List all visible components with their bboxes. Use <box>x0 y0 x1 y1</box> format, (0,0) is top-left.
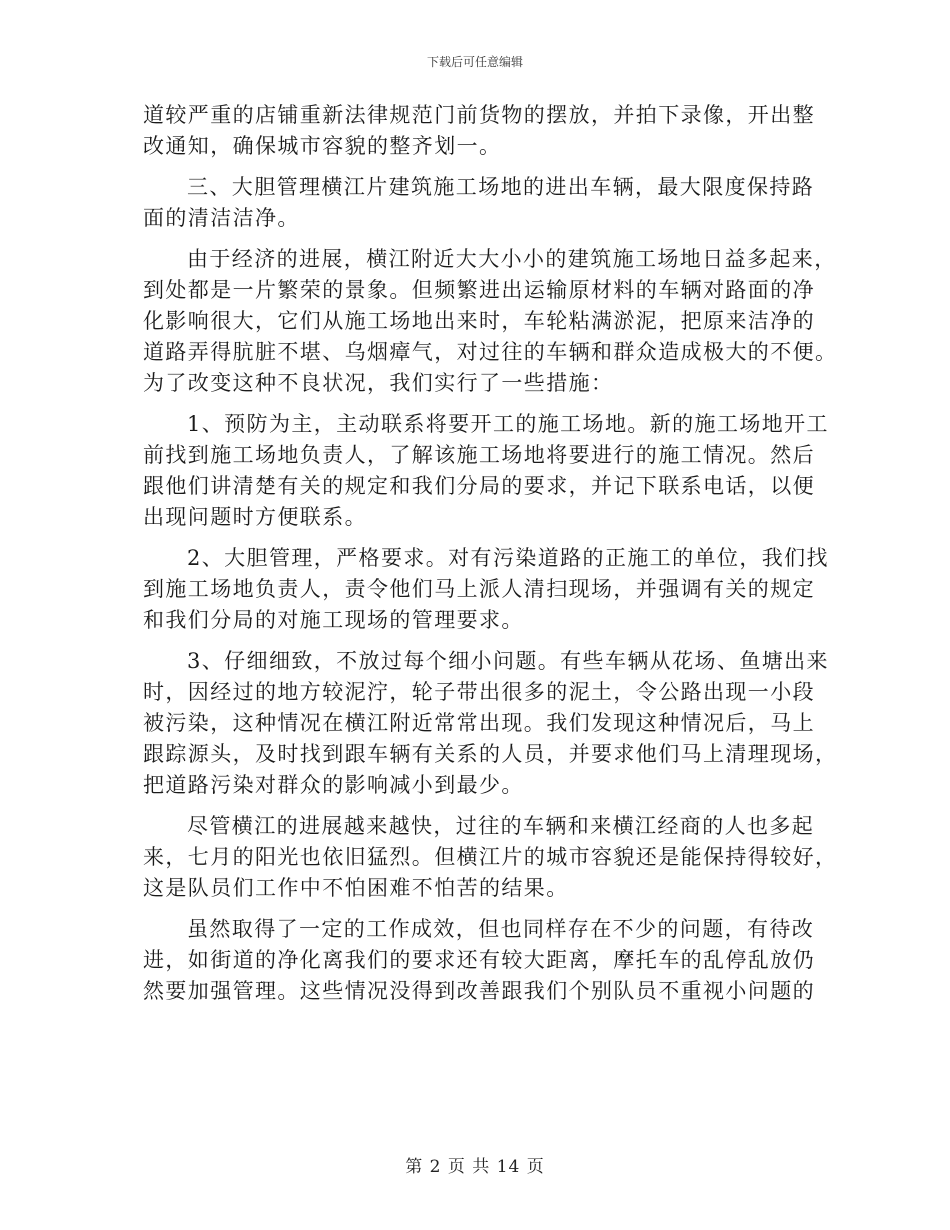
text-line: 把道路污染对群众的影响减小到最少。 <box>143 773 524 797</box>
text-line: 2、大胆管理，严格要求。对有污染道路的正施工的单位，我们找 <box>187 546 829 570</box>
document-body <box>143 100 838 1007</box>
text-line: 被污染，这种情况在横江附近常常出现。我们发现这种情况后，马上 <box>143 711 815 735</box>
text-line: 虽然取得了一定的工作成效，但也同样存在不少的问题，有待改 <box>187 917 815 941</box>
text-line: 进，如街道的净化离我们的要求还有较大距离，摩托车的乱停乱放仍 <box>143 948 815 972</box>
text-line: 道较严重的店铺重新法律规范门前货物的摆放，并拍下录像，开出整 <box>143 103 815 127</box>
text-line: 然要加强管理。这些情况没得到改善跟我们个别队员不重视小问题的 <box>143 979 815 1003</box>
paragraph <box>143 409 829 533</box>
paragraph <box>143 543 829 636</box>
text-line: 尽管横江的进展越来越快，过往的车辆和来横江经商的人也多起 <box>187 814 815 838</box>
text-line: 和我们分局的对施工现场的管理要求。 <box>143 608 524 632</box>
text-line: 道路弄得肮脏不堪、乌烟瘴气，对过往的车辆和群众造成极大的不便。 <box>143 340 838 364</box>
text-line: 到处都是一片繁荣的景象。但频繁进出运输原材料的车辆对路面的净 <box>143 278 815 302</box>
text-line: 这是队员们工作中不怕困难不怕苦的结果。 <box>143 876 569 900</box>
page-number-footer: 第 2 页 共 14 页 <box>405 1157 545 1177</box>
text-line: 前找到施工场地负责人，了解该施工场地将要进行的施工情况。然后 <box>143 443 815 467</box>
paragraph <box>143 646 838 801</box>
text-line: 跟他们讲清楚有关的规定和我们分局的要求，并记下联系电话，以便 <box>143 474 815 498</box>
text-line: 三、大胆管理横江片建筑施工场地的进出车辆，最大限度保持路 <box>187 175 815 199</box>
page-header: 下载后可任意编辑 <box>426 55 523 69</box>
text-line: 为了改变这种不良状况，我们实行了一些措施： <box>143 371 614 395</box>
paragraph <box>143 172 815 234</box>
text-line: 来，七月的阳光也依旧猛烈。但横江片的城市容貌还是能保持得较好， <box>143 845 838 869</box>
text-line: 由于经济的进展，横江附近大大小小的建筑施工场地日益多起来， <box>187 247 837 271</box>
text-line: 出现问题时方便联系。 <box>143 505 367 529</box>
text-line: 改通知，确保城市容貌的整齐划一。 <box>143 134 502 158</box>
text-line: 跟踪源头，及时找到跟车辆有关系的人员，并要求他们马上清理现场， <box>143 742 838 766</box>
text-line: 到施工场地负责人，责令他们马上派人清扫现场，并强调有关的规定 <box>143 577 815 601</box>
paragraph <box>143 244 838 399</box>
paragraph <box>143 811 838 904</box>
paragraph <box>143 100 815 162</box>
paragraph <box>143 914 815 1007</box>
text-line: 化影响很大，它们从施工场地出来时，车轮粘满淤泥，把原来洁净的 <box>143 309 815 333</box>
text-line: 1、预防为主，主动联系将要开工的施工场地。新的施工场地开工 <box>187 412 829 436</box>
text-line: 3、仔细细致，不放过每个细小问题。有些车辆从花场、鱼塘出来 <box>187 649 829 673</box>
text-line: 时，因经过的地方较泥泞，轮子带出很多的泥土，令公路出现一小段 <box>143 680 815 704</box>
text-line: 面的清洁洁净。 <box>143 206 300 230</box>
